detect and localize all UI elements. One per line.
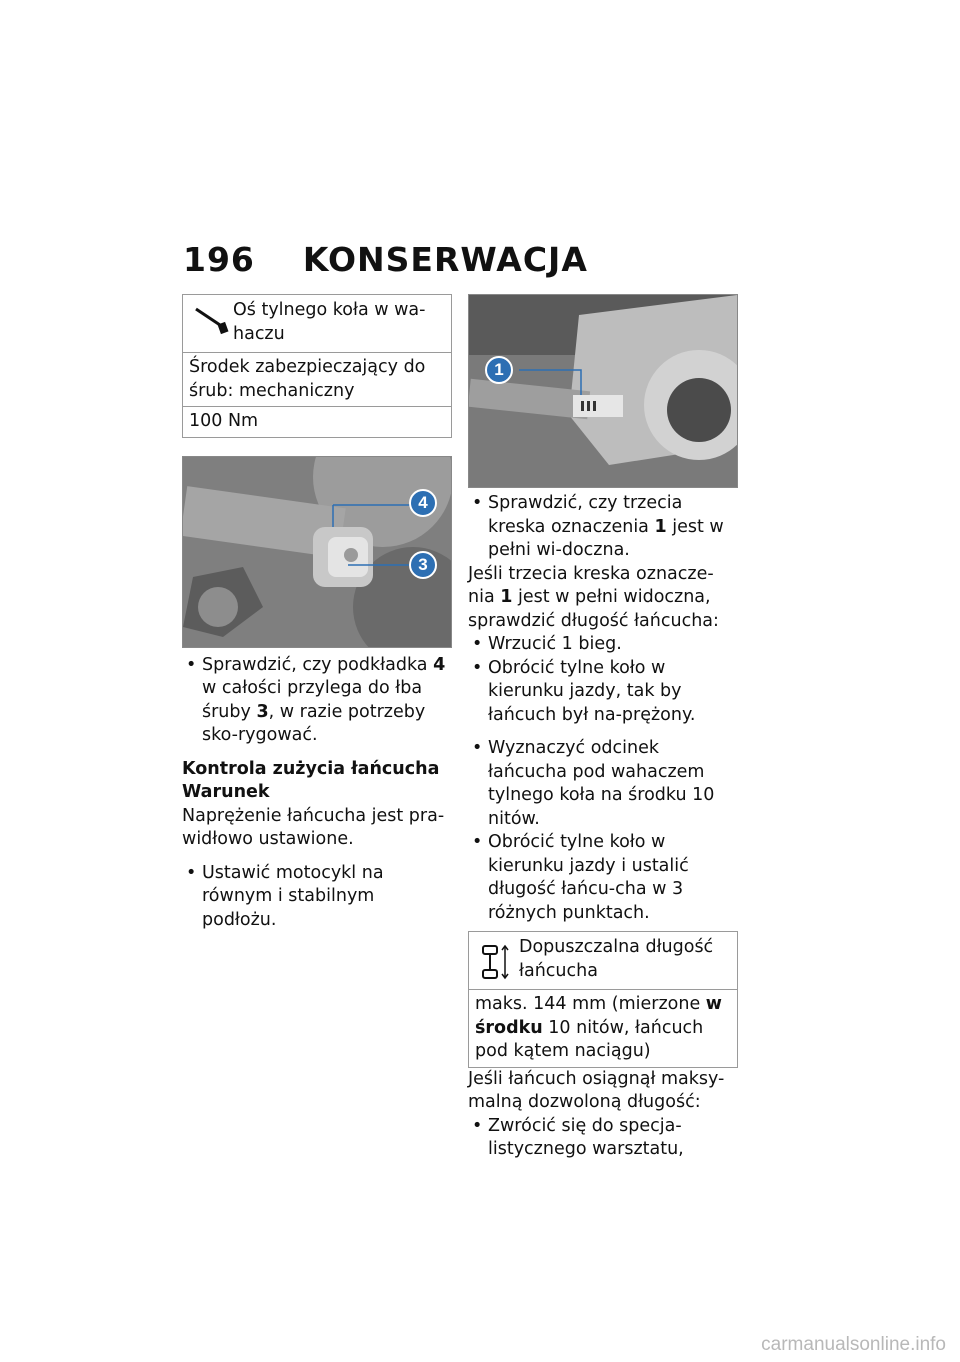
callout-1: 1 (485, 356, 513, 384)
wrench-icon (189, 299, 233, 346)
paragraph-check-length: Jeśli trzecia kreska oznacze-nia 1 jest w pełni widoczna, sprawdzić długość łańcucha: (468, 563, 719, 631)
section-heading: Kontrola zużycia łańcucha (182, 758, 440, 779)
spec-title: Oś tylnego koła w wa-haczu (233, 300, 426, 344)
list-item: • Obrócić tylne koło w kierunku jazdy, tak by łańcuch był na-prężony. (472, 657, 696, 725)
condition-heading: Warunek (182, 782, 270, 802)
figure-washer-bolt-illustration (183, 457, 451, 647)
list-item: • Zwrócić się do specja-listycznego warsztatu, (472, 1115, 684, 1159)
right-column (468, 294, 738, 1162)
figure-chain-marking-illustration (469, 295, 737, 487)
bullet-list-motorcycle (182, 862, 452, 933)
callout-3: 3 (409, 551, 437, 579)
bullet-list-marking (468, 492, 738, 563)
bullet-list-washer (182, 654, 452, 748)
spec-box-header (183, 295, 451, 353)
spec-box-chain-length (468, 931, 738, 1068)
spec-row-torque: 100 Nm (189, 411, 259, 431)
bullet-list-measure (468, 737, 738, 925)
bullet-list-workshop (468, 1115, 738, 1162)
paragraph-max-length: Jeśli łańcuch osiągnął maksy-malną dozwoloną długość: (468, 1068, 725, 1112)
bullet-list-procedure (468, 633, 738, 727)
list-item: • Wyznaczyć odcinek łańcucha pod wahaczem tylnego koła na środku 10 nitów. (472, 738, 715, 829)
spec-box-header (469, 932, 737, 990)
figure-chain-marking (468, 294, 738, 488)
list-item: • Sprawdzić, czy podkładka 4 w całości przylega do łba śruby 3, w razie potrzeby sko-rygować. (186, 654, 446, 745)
spec-row-compound: Środek zabezpieczający do śrub: mechaniczny (183, 353, 451, 407)
list-item: • Wrzucić 1 bieg. (472, 634, 622, 654)
page-number: 196 (183, 240, 255, 279)
left-column (182, 294, 452, 932)
spec-row-max-length: maks. 144 mm (mierzone w środku 10 nitów, łańcuch pod kątem naciągu) (475, 994, 722, 1061)
spec-title: Dopuszczalna długość łańcucha (519, 937, 714, 981)
page-title: KONSERWACJA (302, 240, 588, 279)
chain-length-icon (475, 936, 519, 983)
callout-4: 4 (409, 489, 437, 517)
list-item: • Ustawić motocykl na równym i stabilnym podłożu. (186, 862, 384, 930)
watermark-footer: carmanualsonline.info (761, 1334, 946, 1355)
page-header (183, 240, 588, 279)
condition-text: Naprężenie łańcucha jest pra-widłowo ustawione. (182, 805, 445, 849)
spec-box-axle (182, 294, 452, 438)
figure-washer-bolt (182, 456, 452, 648)
list-item: • Sprawdzić, czy trzecia kreska oznaczenia 1 jest w pełni wi-doczna. (472, 493, 724, 560)
list-item: • Obrócić tylne koło w kierunku jazdy i ustalić długość łańcu-cha w 3 różnych punktach. (472, 832, 689, 923)
